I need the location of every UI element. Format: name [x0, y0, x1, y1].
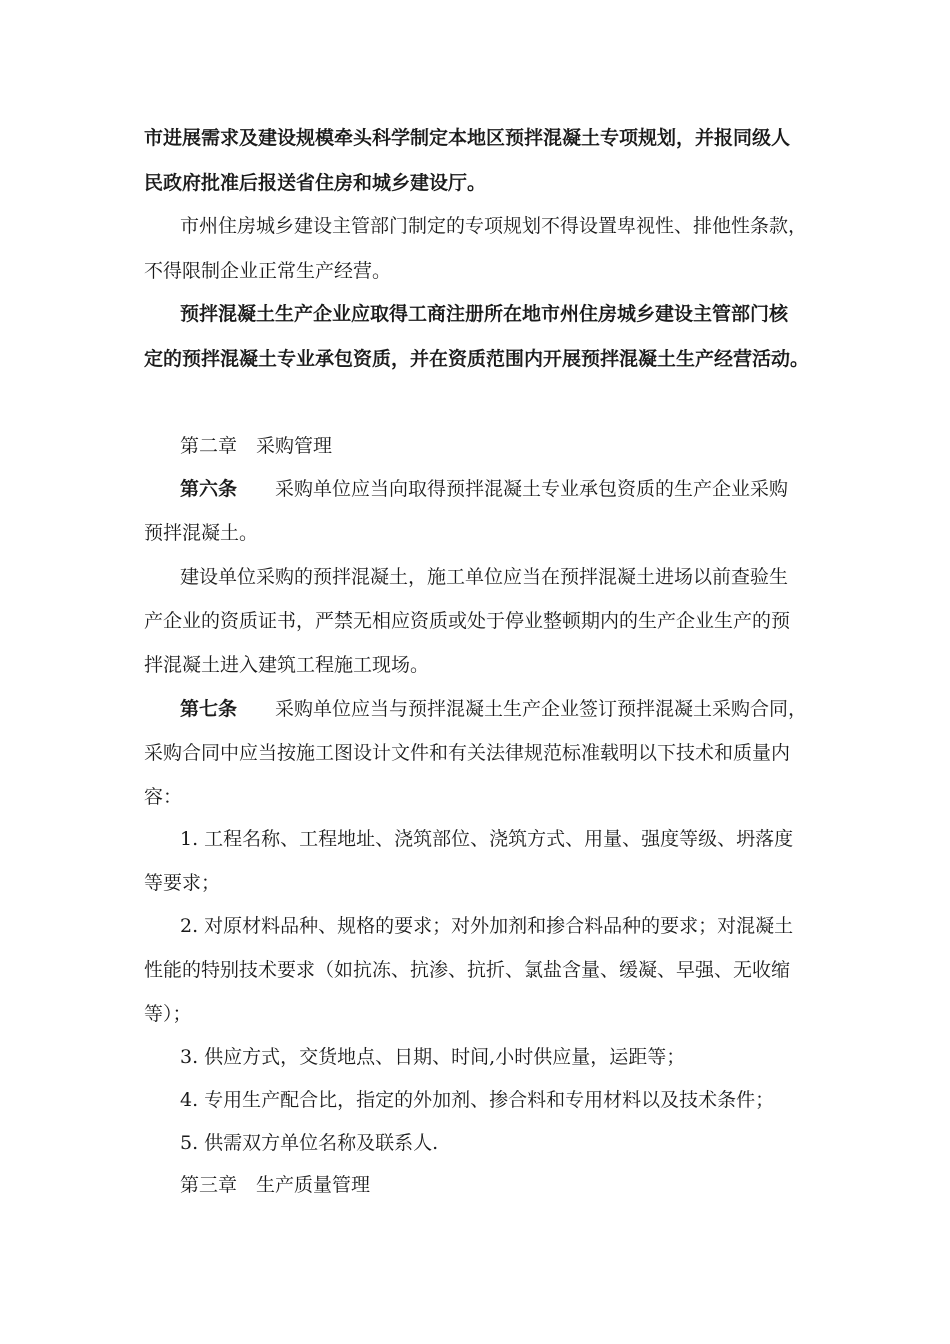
article-text: 采购单位应当向取得预拌混凝土专业承包资质的生产企业采购 — [275, 478, 789, 500]
paragraph-line: 预拌混凝土生产企业应取得工商注册所在地市州住房城乡建设主管部门核 — [180, 303, 789, 325]
article-label: 第七条 — [180, 698, 238, 720]
paragraph-line: 预拌混凝土。 — [144, 522, 259, 544]
paragraph-line: 产企业的资质证书，严禁无相应资质或处于停业整顿期内的生产企业生产的预 — [144, 610, 791, 632]
list-item: 2. 对原材料品种、规格的要求；对外加剂和掺合料品种的要求；对混凝土 — [180, 915, 794, 937]
paragraph-line: 不得限制企业正常生产经营。 — [144, 260, 392, 282]
list-item: 4. 专用生产配合比，指定的外加剂、掺合料和专用材料以及技术条件； — [180, 1089, 775, 1111]
paragraph-line: 容： — [144, 786, 183, 808]
list-item: 等要求； — [144, 872, 221, 894]
article-line — [180, 477, 788, 501]
paragraph-line: 建设单位采购的预拌混凝土，施工单位应当在预拌混凝土进场以前查验生 — [180, 566, 789, 588]
list-item: 性能的特别技术要求（如抗冻、抗渗、抗折、氯盐含量、缓凝、早强、无收缩 — [144, 959, 791, 981]
list-item: 等）； — [144, 1003, 192, 1025]
paragraph-line: 市州住房城乡建设主管部门制定的专项规划不得设置卑视性、排他性条款， — [180, 215, 808, 237]
chapter-heading: 第三章 生产质量管理 — [180, 1174, 371, 1196]
chapter-heading: 第二章 采购管理 — [180, 435, 333, 457]
paragraph-line: 定的预拌混凝土专业承包资质，并在资质范围内开展预拌混凝土生产经营活动。 — [144, 348, 810, 370]
paragraph-line: 拌混凝土进入建筑工程施工现场。 — [144, 654, 430, 676]
article-label: 第六条 — [180, 478, 238, 500]
list-item: 5. 供需双方单位名称及联系人. — [180, 1132, 439, 1154]
article-text: 采购单位应当与预拌混凝土生产企业签订预拌混凝土采购合同， — [275, 698, 808, 720]
paragraph-line: 采购合同中应当按施工图设计文件和有关法律规范标准载明以下技术和质量内 — [144, 742, 791, 764]
list-item: 1. 工程名称、工程地址、浇筑部位、浇筑方式、用量、强度等级、坍落度 — [180, 828, 794, 850]
article-line — [180, 697, 807, 721]
list-item: 3. 供应方式，交货地点、日期、时间,小时供应量，运距等； — [180, 1046, 686, 1068]
paragraph-line: 民政府批准后报送省住房和城乡建设厅。 — [144, 172, 487, 194]
paragraph-line: 市进展需求及建设规模牵头科学制定本地区预拌混凝土专项规划，并报同级人 — [144, 127, 791, 149]
